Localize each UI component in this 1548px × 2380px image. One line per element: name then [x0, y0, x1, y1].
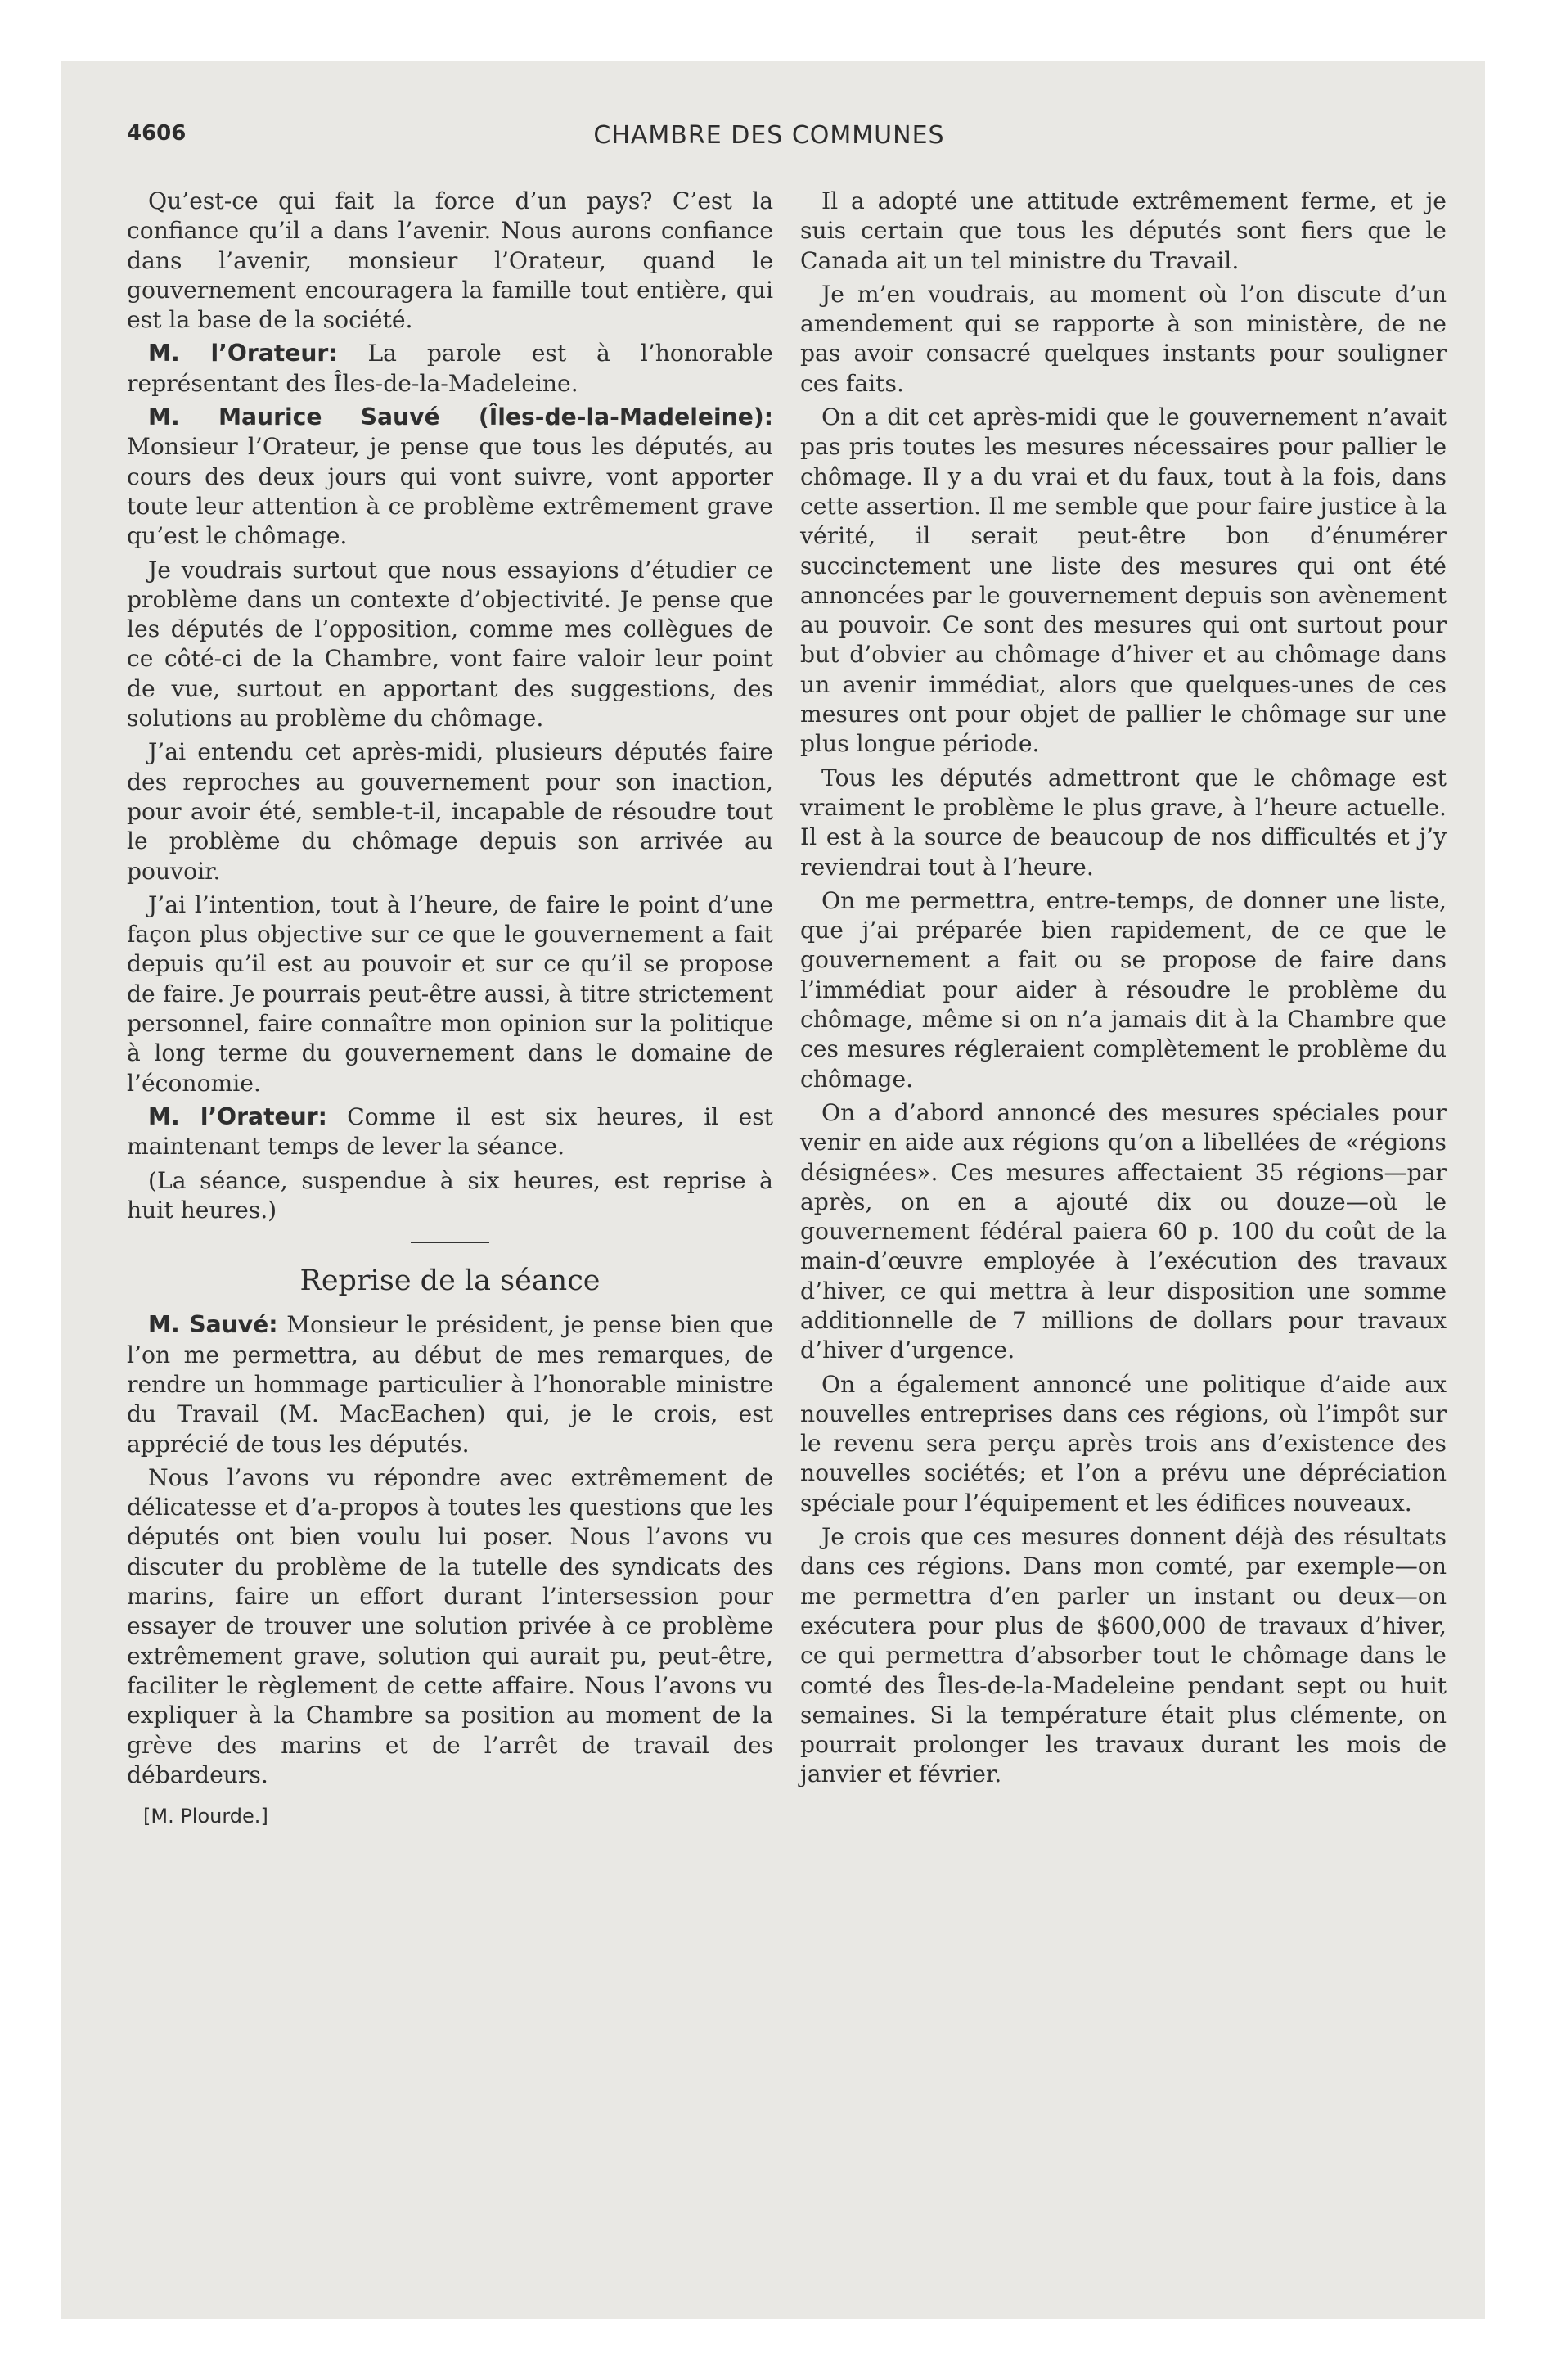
paragraph: On a d’abord annoncé des mesures spéciales pour venir en aide aux régions qu’on a libellées de «régions désignées». Ces mesures affectaient 35 régions—par après, on en a ajouté dix ou douze—où le gouvernement fédéral paiera 60 p. 100 du coût de la main-d’œuvre employée à l’exécution des travaux d’hiver, ce qui mettra à leur disposition une somme additionnelle de 7 millions de dollars pour travaux d’hiver d’urgence. [800, 1098, 1447, 1364]
speech-text: Comme il est six heures, il est maintenant temps de lever la séance. [127, 1102, 773, 1161]
paragraph [127, 1310, 773, 1458]
speech-text: Monsieur le président, je pense bien que l’on me permettra, au début de mes remarques, de rendre un hommage particulier à l’honorable ministre du Travail (M. MacEachen) qui, je le crois, est apprécié de tous les députés. [127, 1311, 773, 1458]
speaker-reference: [M. Plourde.] [143, 1805, 268, 1828]
speech-text: Monsieur l’Orateur, je pense que tous les députés, au cours des deux jours qui vont suivre, vont apporter toute leur attention à ce problème extrêmement grave qu’est le chômage. [127, 433, 773, 550]
right-column [800, 187, 1447, 1794]
speaker-name: M. l’Orateur: [148, 340, 338, 367]
speech-text: La parole est à l’honorable représentant des Îles-de-la-Madeleine. [127, 340, 773, 397]
speaker-name: M. Sauvé: [148, 1311, 278, 1339]
speaker-name: M. l’Orateur: [148, 1102, 327, 1130]
section-divider [411, 1242, 489, 1243]
paragraph [127, 1102, 773, 1162]
paragraph: J’ai entendu cet après-midi, plusieurs députés faire des reproches au gouvernement pour son inaction, pour avoir été, semble-t-il, incapable de résoudre tout le problème du chômage depuis son arrivée au pouvoir. [127, 738, 773, 885]
left-column [127, 187, 773, 1831]
section-heading: Reprise de la séance [299, 1264, 601, 1298]
page-number: 4606 [127, 121, 187, 146]
paragraph: Qu’est-ce qui fait la force d’un pays? C’est la confiance qu’il a dans l’avenir. Nous aurons confiance dans l’avenir, monsieur l’Orateur, quand le gouvernement encouragera la famille tout entière, qui est la base de la société. [127, 187, 773, 334]
paragraph [127, 403, 773, 551]
paragraph: Tous les députés admettront que le chômage est vraiment le problème le plus grave, à l’heure actuelle. Il est à la source de beaucoup de nos difficultés et j’y reviendrai tout à l’heure. [800, 764, 1447, 881]
paragraph: On a dit cet après-midi que le gouvernement n’avait pas pris toutes les mesures nécessaires pour pallier le chômage. Il y a du vrai et du faux, tout à la fois, dans cette assertion. Il me semble que pour faire justice à la vérité, il serait peut-être bon d’énumérer succinctement une liste des mesures qui ont été annoncées par le gouvernement depuis son avènement au pouvoir. Ce sont des mesures qui ont surtout pour but d’obvier au chômage d’hiver et au chômage dans un avenir immédiat, alors que quelques-unes de ces mesures ont pour objet de pallier le chômage sur une plus longue période. [800, 403, 1447, 758]
paragraph: Nous l’avons vu répondre avec extrêmement de délicatesse et d’a-propos à toutes les questions que les députés ont bien voulu lui poser. Nous l’avons vu discuter du problème de la tutelle des syndicats des marins, faire un effort durant l’intersession pour essayer de trouver une solution privée à ce problème extrêmement grave, solution qui aurait pu, peut-être, faciliter le règlement de cette affaire. Nous l’avons vu expliquer à la Chambre sa position au moment de la grève des marins et de l’arrêt de travail des débardeurs. [127, 1463, 773, 1788]
paragraph: Je crois que ces mesures donnent déjà des résultats dans ces régions. Dans mon comté, par exemple—on me permettra d’en parler un instant ou deux—on exécutera pour plus de $600,000 de travaux d’hiver, ce qui permettra d’absorber tout le chômage dans le comté des Îles-de-la-Madeleine pendant sept ou huit semaines. Si la température était plus clémente, on pourrait prolonger les travaux durant les mois de janvier et février. [800, 1523, 1447, 1788]
paragraph: J’ai l’intention, tout à l’heure, de faire le point d’une façon plus objective sur ce que le gouvernement a fait depuis qu’il est au pouvoir et sur ce qu’il se propose de faire. Je pourrais peut-être aussi, à titre strictement personnel, faire connaître mon opinion sur la politique à long terme du gouvernement dans le domaine de l’économie. [127, 890, 773, 1097]
page-header [127, 121, 1411, 154]
paragraph: On a également annoncé une politique d’aide aux nouvelles entreprises dans ces régions, où l’impôt sur le revenu sera perçu après trois ans d’existence des nouvelles sociétés; et l’on a prévu une dépréciation spéciale pour l’équipement et les édifices nouveaux. [800, 1370, 1447, 1517]
paragraph: Il a adopté une attitude extrêmement ferme, et je suis certain que tous les députés sont fiers que le Canada ait un tel ministre du Travail. [800, 187, 1447, 274]
paragraph: On me permettra, entre-temps, de donner une liste, que j’ai préparée bien rapidement, de ce que le gouvernement a fait ou se propose de faire dans l’immédiat pour aider à résoudre le problème du chômage, même si on n’a jamais dit à la Chambre que ces mesures régleraient complètement le problème du chômage. [800, 886, 1447, 1093]
procedural-note: (La séance, suspendue à six heures, est reprise à huit heures.) [127, 1166, 773, 1224]
speaker-name: M. Maurice Sauvé (Îles-de-la-Madeleine): [148, 403, 773, 431]
running-title: CHAMBRE DES COMMUNES [593, 121, 945, 150]
paragraph: Je voudrais surtout que nous essayions d’étudier ce problème dans un contexte d’objectivité. Je pense que les députés de l’opposition, comme mes collègues de ce côté-ci de la Chambre, vont faire valoir leur point de vue, surtout en apportant des suggestions, des solutions au problème du chômage. [127, 556, 773, 732]
paragraph: Je m’en voudrais, au moment où l’on discute d’un amendement qui se rapporte à son ministère, de ne pas avoir consacré quelques instants pour souligner ces faits. [800, 280, 1447, 397]
paragraph [127, 339, 773, 399]
